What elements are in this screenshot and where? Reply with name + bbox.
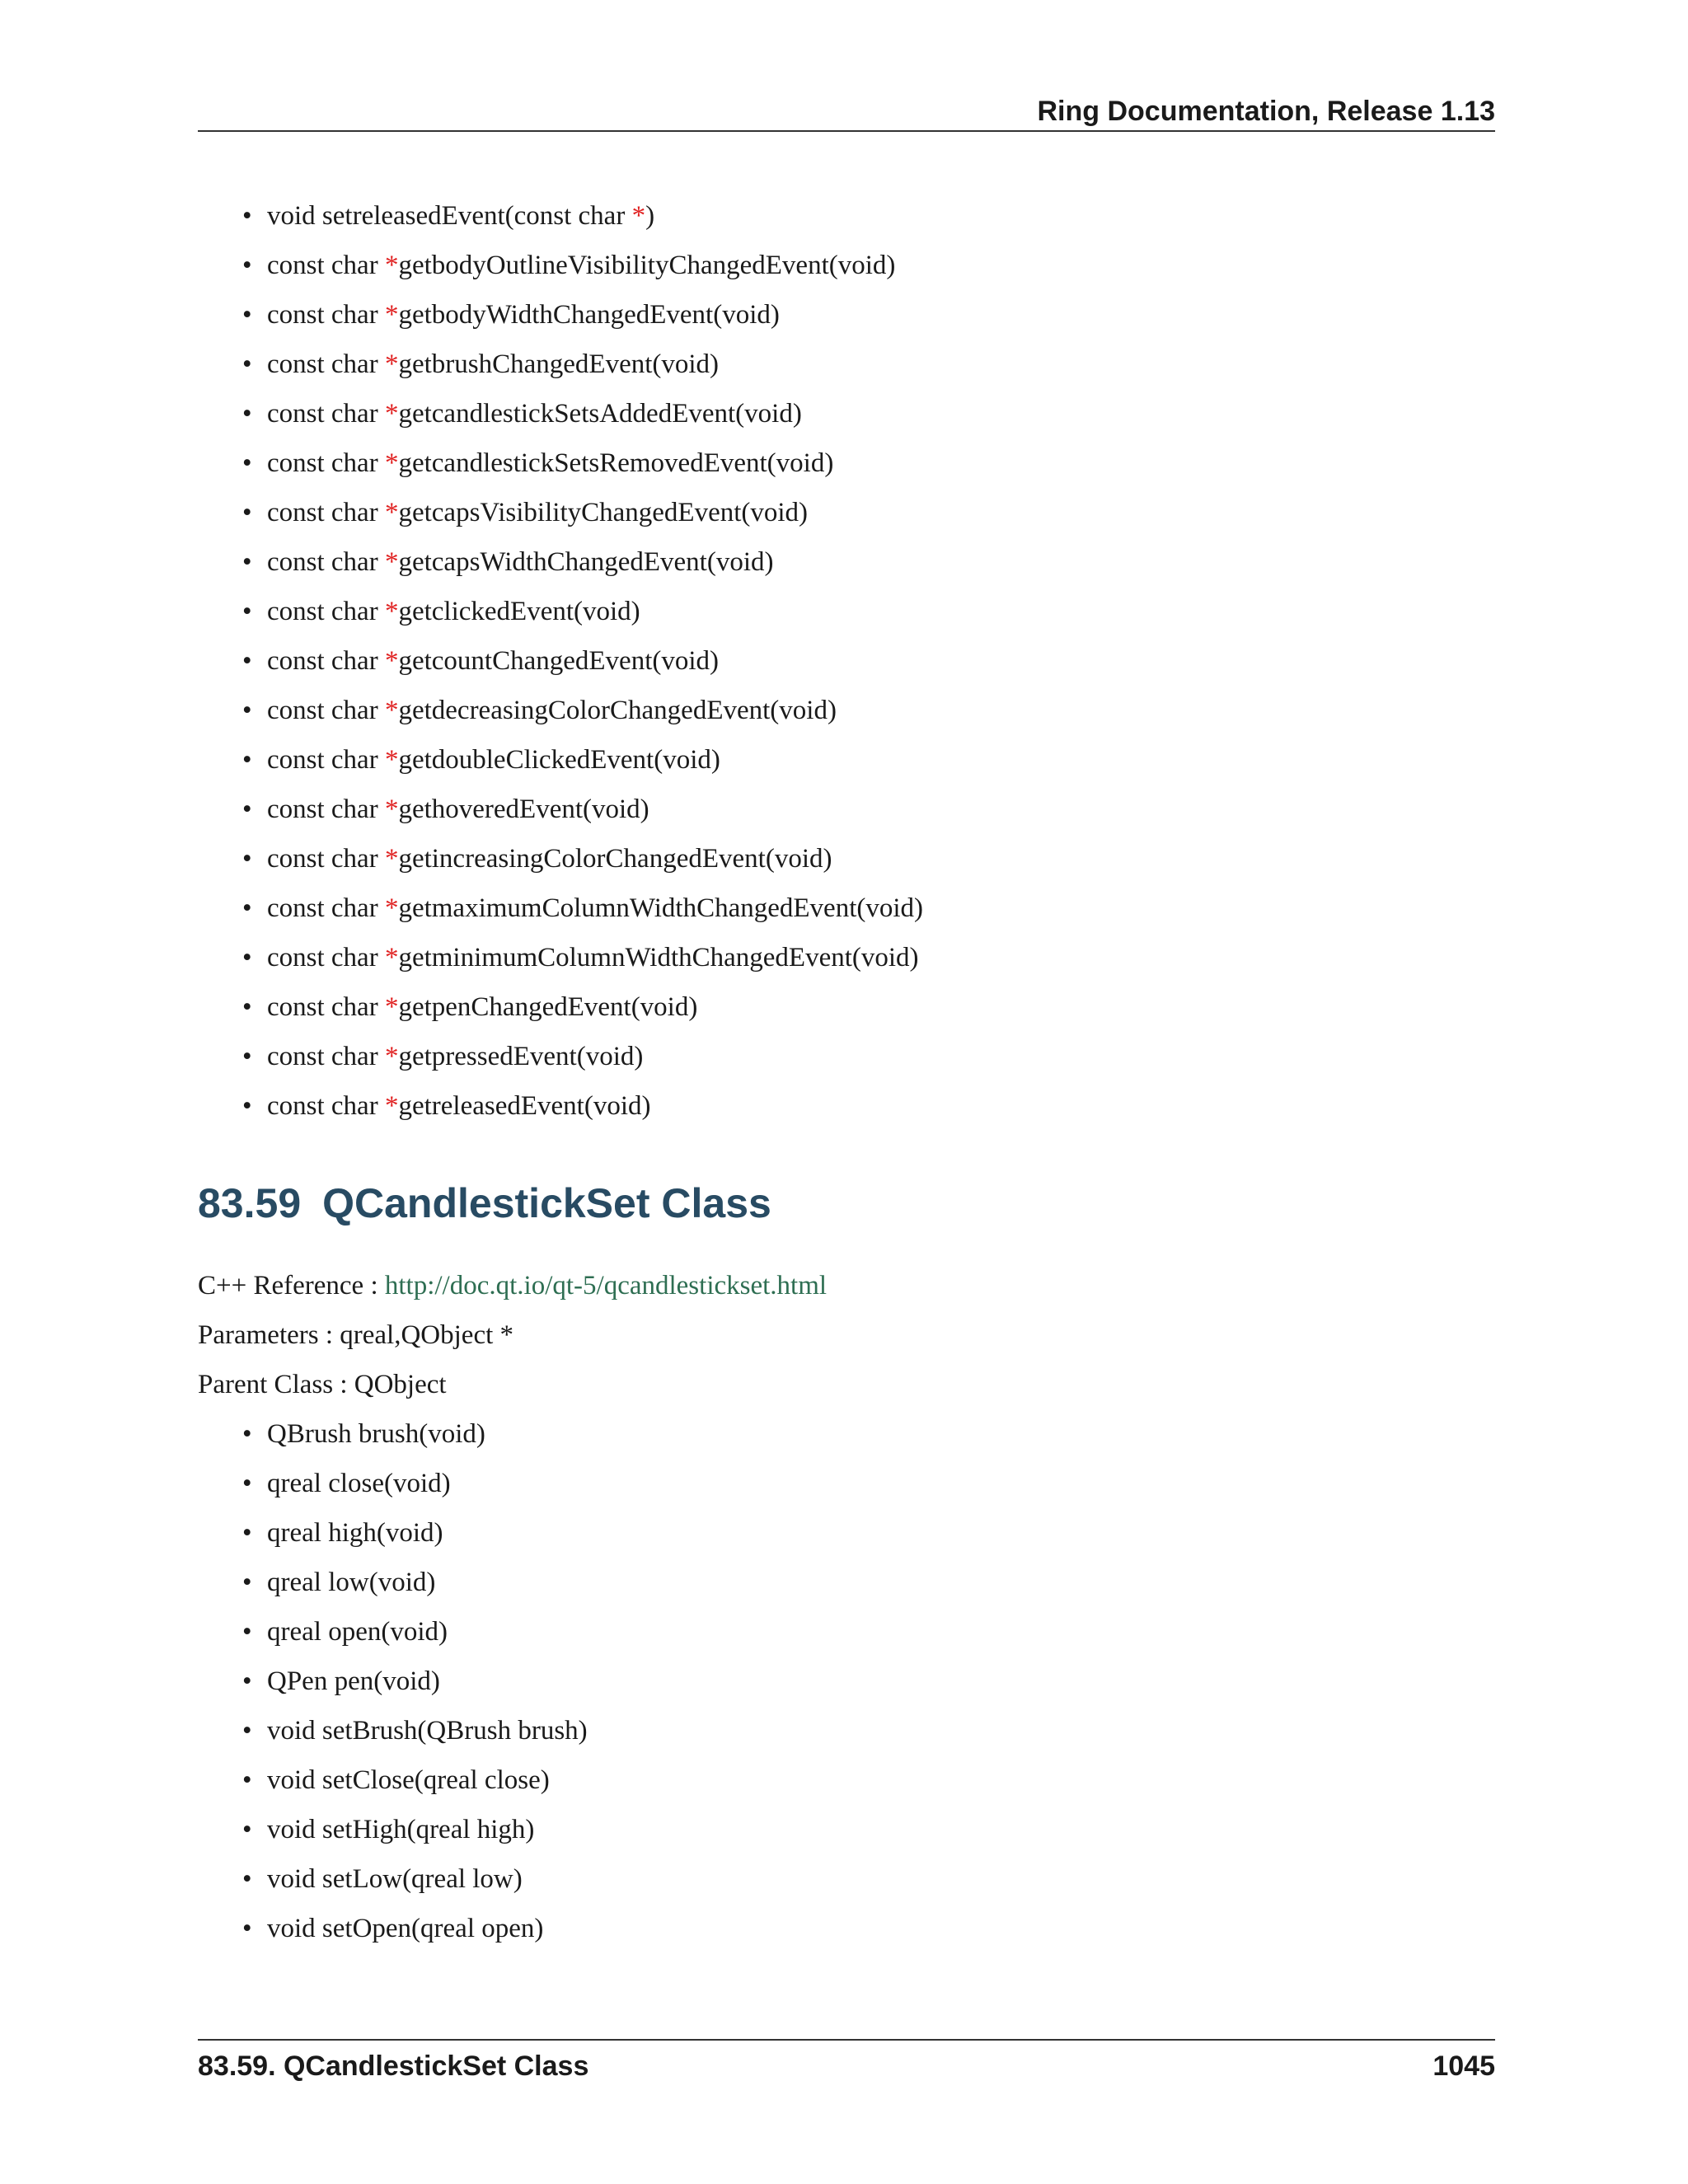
events-list [198, 191, 1495, 1131]
pointer-star: * [384, 1042, 399, 1071]
list-item: • void setBrush(QBrush brush) [267, 1706, 1495, 1755]
page-footer [198, 2039, 1495, 2082]
list-item: • const char *getcapsWidthChangedEvent(void) [267, 537, 1495, 587]
pointer-star: * [384, 349, 399, 379]
pointer-star: * [631, 201, 646, 231]
reference-link[interactable]: http://doc.qt.io/qt-5/qcandlestickset.html [384, 1271, 828, 1301]
pointer-star: * [384, 745, 399, 775]
pointer-star: * [384, 597, 399, 626]
list-item: • const char *getreleasedEvent(void) [267, 1081, 1495, 1131]
list-item: • const char *getbodyOutlineVisibilityChangedEvent(void) [267, 241, 1495, 290]
pointer-star: * [384, 399, 399, 429]
parameters-line: Parameters : qreal,QObject * [198, 1320, 514, 1350]
pointer-star: * [384, 646, 399, 676]
list-item: • const char *getcapsVisibilityChangedEvent(void) [267, 488, 1495, 537]
list-item: • qreal close(void) [267, 1459, 1495, 1508]
list-item: • void setreleasedEvent(const char *) [267, 191, 1495, 241]
pointer-star: * [384, 943, 399, 972]
header-title: Ring Documentation, Release 1.13 [1037, 96, 1495, 127]
pointer-star: * [384, 893, 399, 923]
list-item: • qreal high(void) [267, 1508, 1495, 1558]
list-item: • const char *getminimumColumnWidthChangedEvent(void) [267, 933, 1495, 982]
list-item: • qreal open(void) [267, 1607, 1495, 1657]
list-item: • const char *getcountChangedEvent(void) [267, 636, 1495, 686]
parent-class-line: Parent Class : QObject [198, 1370, 447, 1399]
list-item: • void setHigh(qreal high) [267, 1805, 1495, 1854]
section-number: 83.59 [198, 1180, 302, 1226]
page-header [198, 92, 1495, 132]
page-number: 1045 [1432, 2050, 1495, 2082]
list-item: • const char *getcandlestickSetsRemovedEvent(void) [267, 438, 1495, 488]
list-item: • const char *getmaximumColumnWidthChangedEvent(void) [267, 883, 1495, 933]
pointer-star: * [384, 448, 399, 478]
pointer-star: * [384, 498, 399, 527]
list-item: • void setLow(qreal low) [267, 1854, 1495, 1904]
pointer-star: * [384, 251, 399, 280]
section-heading [198, 1179, 1495, 1228]
list-item: • const char *getdoubleClickedEvent(void) [267, 735, 1495, 785]
list-item: • const char *getclickedEvent(void) [267, 587, 1495, 636]
list-item: • const char *getincreasingColorChangedEvent(void) [267, 834, 1495, 883]
list-item: • const char *getbrushChangedEvent(void) [267, 340, 1495, 389]
list-item: • QPen pen(void) [267, 1657, 1495, 1706]
footer-section: 83.59. QCandlestickSet Class [198, 2050, 589, 2082]
pointer-star: * [384, 300, 399, 330]
list-item: • void setOpen(qreal open) [267, 1904, 1495, 1953]
page-content [198, 191, 1495, 1953]
list-item: • QBrush brush(void) [267, 1409, 1495, 1459]
pointer-star: * [384, 844, 399, 874]
pointer-star: * [384, 547, 399, 577]
list-item: • const char *getcandlestickSetsAddedEvent(void) [267, 389, 1495, 438]
pointer-star: * [384, 696, 399, 725]
pointer-star: * [384, 794, 399, 824]
list-item: • const char *getpressedEvent(void) [267, 1032, 1495, 1081]
pointer-star: * [384, 992, 399, 1022]
section-title: QCandlestickSet Class [322, 1180, 771, 1226]
methods-list [198, 1409, 1495, 1953]
list-item: • const char *getpenChangedEvent(void) [267, 982, 1495, 1032]
list-item: • qreal low(void) [267, 1558, 1495, 1607]
list-item: • const char *getdecreasingColorChangedEvent(void) [267, 686, 1495, 735]
reference-label: C++ Reference : [198, 1271, 385, 1301]
list-item: • const char *gethoveredEvent(void) [267, 785, 1495, 834]
cpp-reference [198, 1261, 1495, 1310]
pointer-star: * [384, 1091, 399, 1121]
list-item: • void setClose(qreal close) [267, 1755, 1495, 1805]
list-item: • const char *getbodyWidthChangedEvent(void) [267, 290, 1495, 340]
